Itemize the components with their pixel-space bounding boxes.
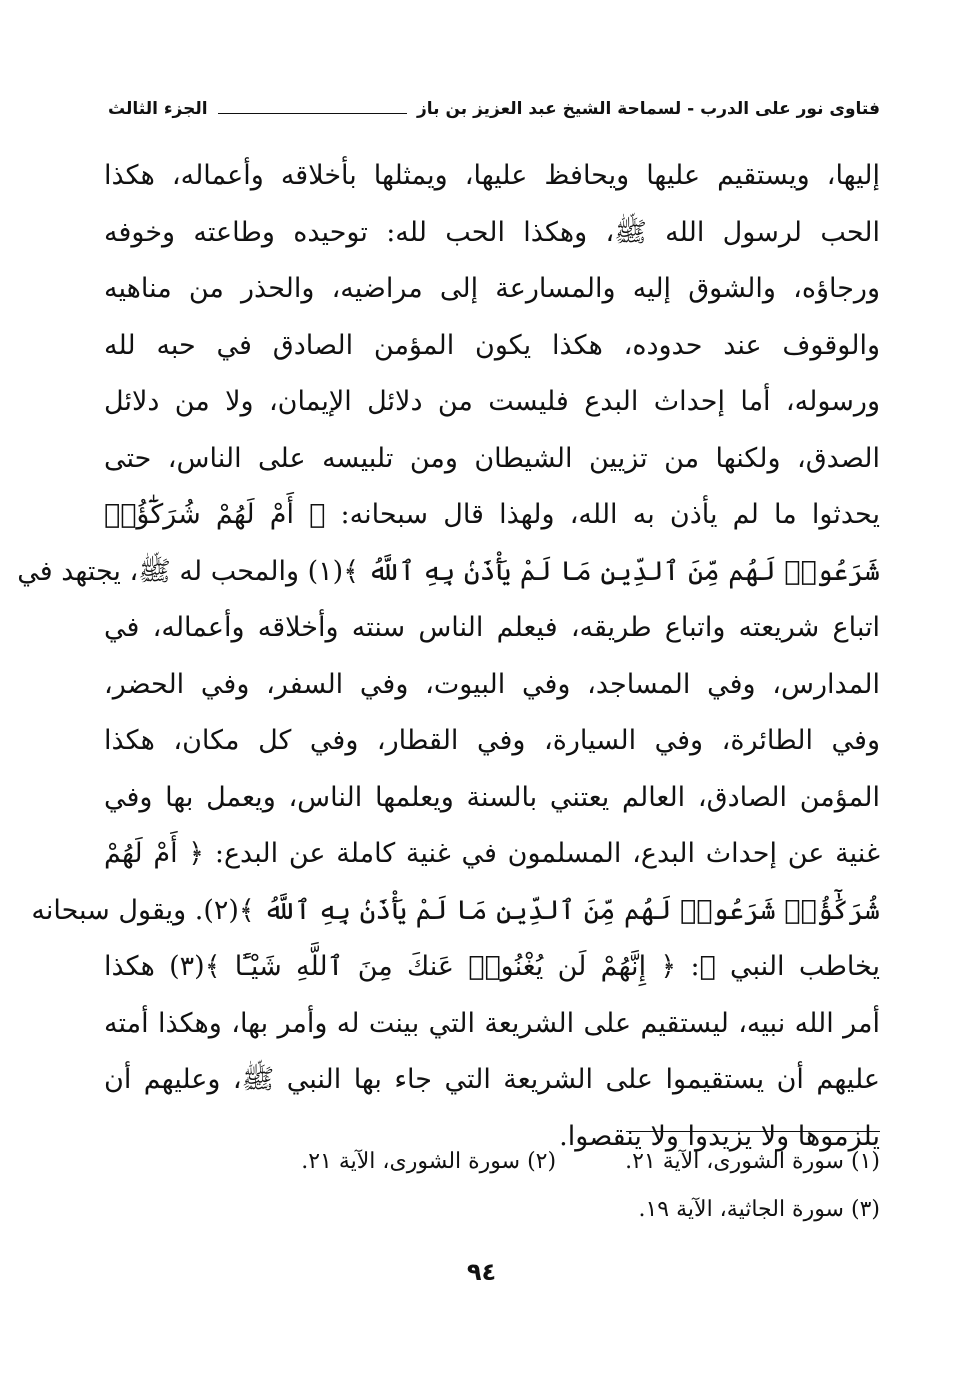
- footnotes: [200, 1138, 880, 1234]
- text-line: ورجاؤه، والشوق إليه والمسارعة إلى مراضيه، والحذر من مناهيه: [104, 273, 880, 304]
- text-line: ورسوله، أما إحداث البدع فليست من دلائل الإيمان، ولا من دلائل: [104, 386, 880, 417]
- text-line: وفي الطائرة، وفي السيارة، وفي القطار، وفي كل مكان، هكذا: [104, 725, 880, 756]
- page-number: ٩٤: [466, 1258, 497, 1286]
- text-line: شُرَكَٰٓؤُا۟ شَرَعُوا۟ لَهُم مِّنَ ٱلدِّينِ مَا لَمْ يَأْذَنۢ بِهِ ٱللَّهُ ﴾(٢). ويقول سبحانه: [31, 894, 880, 926]
- text-line: عليهم أن يستقيموا على الشريعة التي جاء بها النبي ﷺ، وعليهم أن: [104, 1064, 880, 1095]
- running-header: [108, 92, 880, 126]
- footnote-separator: [626, 1131, 880, 1132]
- text-line: والوقوف عند حدوده، هكذا يكون المؤمن الصادق في حبه لله: [104, 329, 880, 361]
- text-line: الصدق، ولكنها من تزيين الشيطان ومن تلبيسه على الناس، حتى: [104, 442, 880, 474]
- book-title: فتاوى نور على الدرب - لسماحة الشيخ عبد العزيز بن باز: [417, 99, 880, 119]
- text-line: أمر الله نبيه، ليستقيم على الشريعة التي بينت له وأمر بها، وهكذا أمته: [104, 1007, 880, 1039]
- text-line: غنية عن إحداث البدع، المسلمون في غنية كاملة عن البدع: ﴿ أَمْ لَهُمْ: [104, 838, 880, 869]
- header-rule: [218, 113, 407, 114]
- text-line: يحدثوا ما لم يأذن به الله، ولهذا قال سبحانه: ﴿ أَمْ لَهُمْ شُرَكَٰٓؤُا۟: [104, 499, 880, 530]
- text-line: شَرَعُوا۟ لَهُم مِّنَ ٱلدِّينِ مَا لَمْ يَأْذَنۢ بِهِ ٱللَّهُ ﴾(١) والمحب له ﷺ، يجتهد في: [17, 555, 880, 587]
- text-line: المدارس، وفي المساجد، وفي البيوت، وفي السفر، وفي الحضر،: [104, 668, 880, 700]
- footnote-1: (١) سورة الشورى، الآية ٢١.: [625, 1149, 880, 1174]
- body-text: [17, 148, 880, 1165]
- text-line: الحب لرسول الله ﷺ، وهكذا الحب لله: توحيده وطاعته وخوفه: [104, 216, 880, 248]
- footnote-2: (٢) سورة الشورى، الآية ٢١.: [301, 1149, 557, 1174]
- text-line: يخاطب النبي ﷺ: ﴿ إِنَّهُمْ لَن يُغْنُوا۟ عَنكَ مِنَ ٱللَّهِ شَيْـًٔا ﴾(٣) هكذا: [104, 951, 880, 982]
- text-line: المؤمن الصادق، العالم يعتني بالسنة ويعلمها الناس، ويعمل بها وفي: [104, 781, 880, 813]
- text-line: يلزموها ولا يزيدوا ولا ينقصوا.: [559, 1120, 880, 1152]
- part-label: الجزء الثالث: [108, 99, 208, 119]
- text-line: إليها، ويستقيم عليها ويحافظ عليها، ويمثلها بأخلاقه وأعماله، هكذا: [104, 160, 880, 191]
- footnote-3: (٣) سورة الجاثية، الآية ١٩.: [638, 1197, 880, 1222]
- text-line: اتباع شريعته واتباع طريقه، فيعلم الناس سنته وأخلاقه وأعماله، في: [104, 612, 880, 643]
